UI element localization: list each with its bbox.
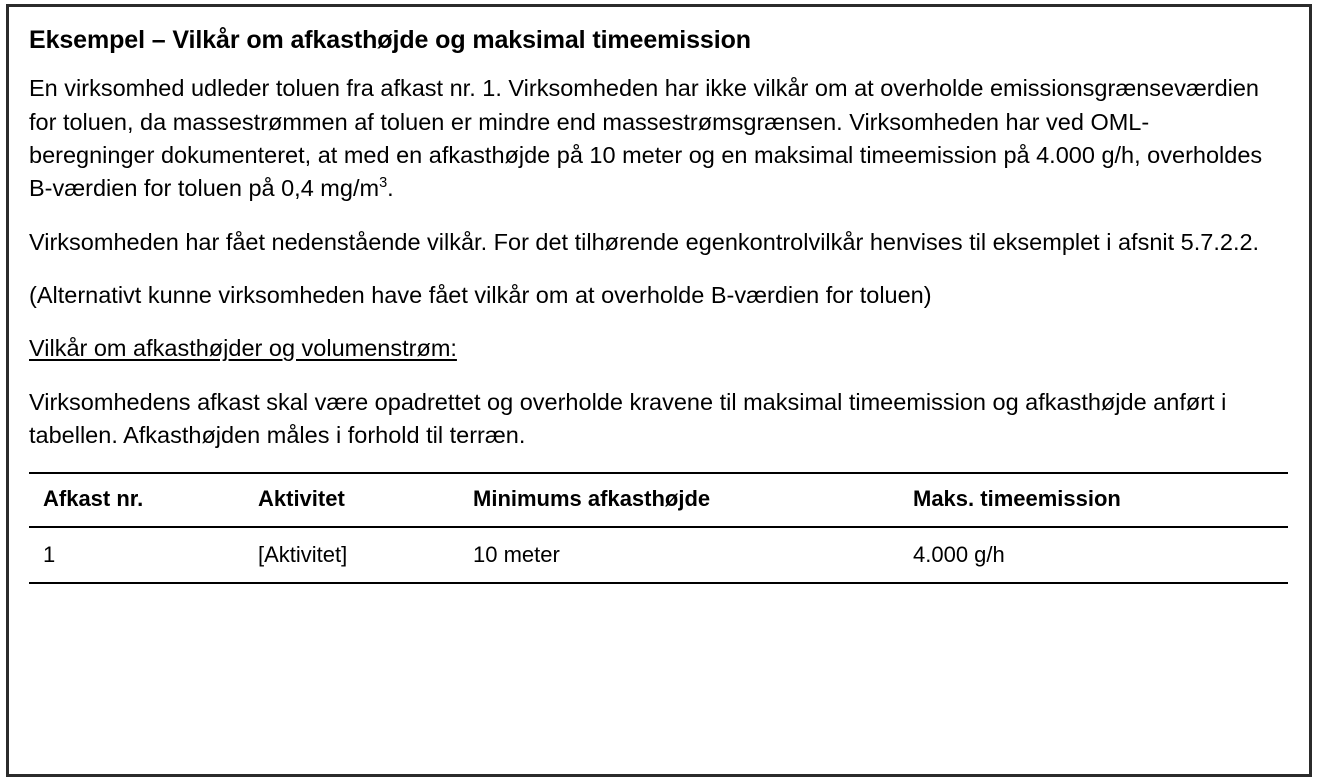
paragraph-intro-text: En virksomhed udleder toluen fra afkast nr. 1. Virksomheden har ikke vilkår om at overholde emissionsgrænseværdien for toluen, da massestrømmen af toluen er mindre end massestrømsgrænsen. Virksomheden har ved OML-beregninger dokumenteret, at med en afkasthøjde på 10 meter og en maksimal timeemission på 4.000 g/h, overholdes B-værdien for toluen på 0,4 mg/m	[29, 75, 1263, 202]
cell-maks-timeemission: 4.000 g/h	[913, 527, 1288, 583]
paragraph-intro	[29, 72, 1274, 205]
table-body	[29, 527, 1288, 583]
paragraph-requirement: Virksomhedens afkast skal være opadrettet og overholde kravene til maksimal timeemission og afkasthøjde anført i tabellen. Afkasthøjden måles i forhold til terræn.	[29, 388, 1227, 449]
superscript-three: 3	[379, 175, 388, 192]
table-header-maks-timeemission: Maks. timeemission	[913, 473, 1288, 527]
cell-afkast-nr: 1	[29, 527, 258, 583]
paragraph-alternative: (Alternativt kunne virksomheden have fået vilkår om at overholde B-værdien for toluen)	[29, 282, 932, 309]
subheading-container	[29, 332, 1289, 385]
subheading-conditions: Vilkår om afkasthøjder og volumenstrøm:	[29, 335, 457, 362]
table-row	[29, 527, 1288, 583]
table-header-afkast-nr: Afkast nr.	[29, 473, 258, 527]
table-header-row	[29, 473, 1288, 527]
table-header-aktivitet: Aktivitet	[258, 473, 473, 527]
table-header-minimums-afkasthoejde: Minimums afkasthøjde	[473, 473, 913, 527]
paragraph-intro-tail: .	[387, 175, 394, 202]
cell-minimums-afkasthoejde: 10 meter	[473, 527, 913, 583]
table-head	[29, 473, 1288, 527]
conditions-table	[29, 472, 1288, 584]
cell-aktivitet: [Aktivitet]	[258, 527, 473, 583]
example-title: Eksempel – Vilkår om afkasthøjde og maksimal timeemission	[29, 26, 751, 54]
paragraph-conditions-reference: Virksomheden har fået nedenstående vilkår. For det tilhørende egenkontrolvilkår henvises til eksemplet i afsnit 5.7.2.2.	[29, 228, 1260, 255]
example-box	[6, 4, 1312, 777]
